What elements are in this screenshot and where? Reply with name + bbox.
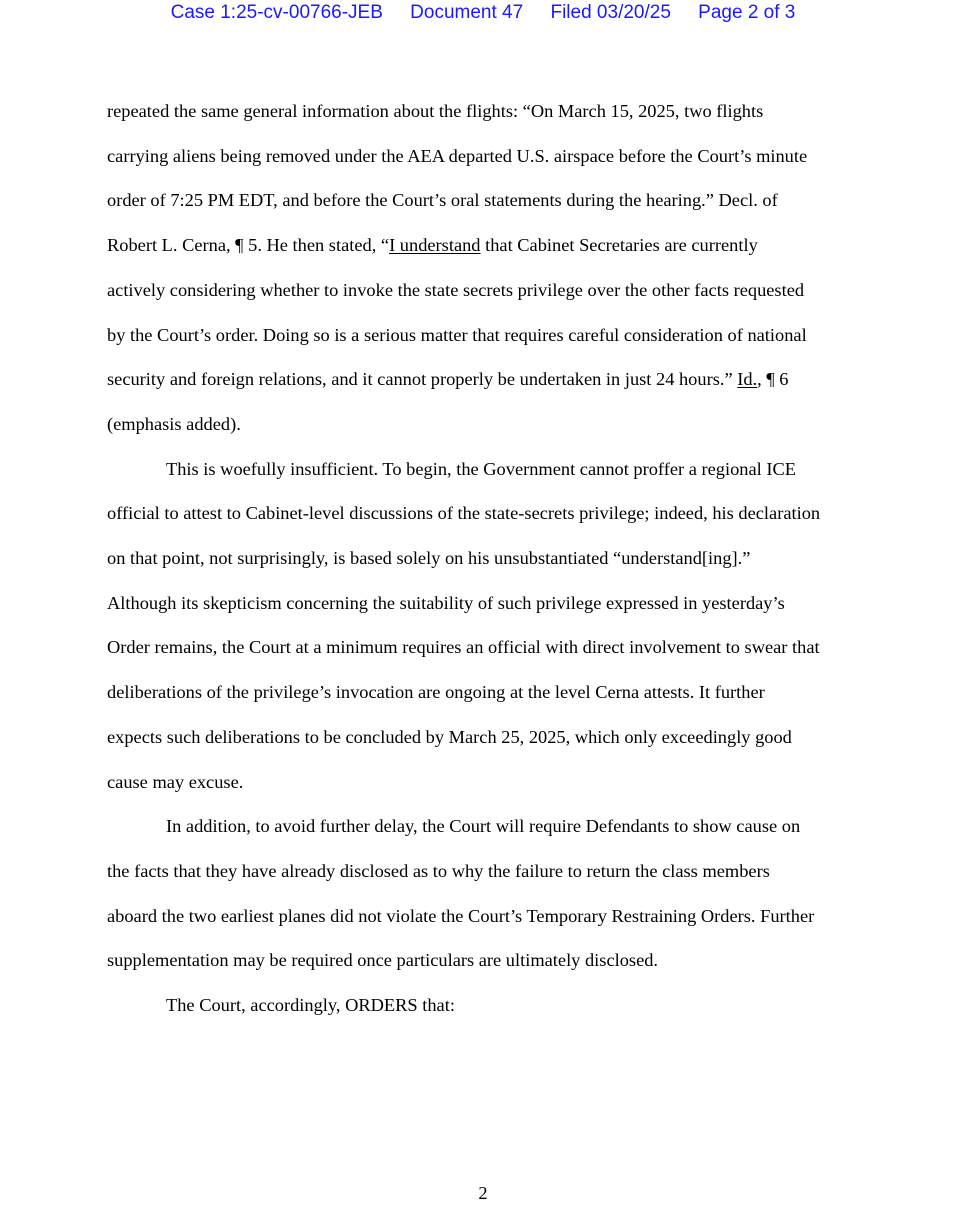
body-line: (emphasis added). (107, 413, 241, 434)
citation-id: Id. (737, 369, 758, 390)
body-line: the facts that they have already disclosed as to why the failure to return the class members (107, 860, 770, 881)
body-line: This is woefully insufficient. To begin, the Government cannot proffer a regional ICE (166, 458, 796, 479)
body-line: on that point, not surprisingly, is based solely on his unsubstantiated “understand[ing].” (107, 548, 751, 569)
body-line: Although its skepticism concerning the suitability of such privilege expressed in yesterday’s (107, 592, 785, 613)
body-line: aboard the two earliest planes did not violate the Court’s Temporary Restraining Orders. Further (107, 905, 815, 926)
body-text: , ¶ 6 (757, 369, 789, 390)
body-text: security and foreign relations, and it cannot properly be undertaken in just 24 hours.” (107, 369, 738, 390)
ecf-filing-header (0, 0, 966, 26)
body-line: deliberations of the privilege’s invocation are ongoing at the level Cerna attests. It further (107, 682, 765, 703)
body-line (107, 357, 867, 402)
body-line: actively considering whether to invoke the state secrets privilege over the other facts requested (107, 279, 805, 300)
body-text: that Cabinet Secretaries are currently (480, 235, 758, 256)
document-number: Document 47 (410, 2, 524, 23)
page-indicator: Page 2 of 3 (698, 2, 796, 23)
document-body (107, 89, 867, 1028)
page-number: 2 (478, 1183, 488, 1203)
underlined-emphasis: I understand (389, 235, 481, 256)
body-line: carrying aliens being removed under the AEA departed U.S. airspace before the Court’s minute (107, 145, 808, 166)
body-line: repeated the same general information about the flights: “On March 15, 2025, two flights (107, 101, 764, 121)
body-line: expects such deliberations to be concluded by March 25, 2025, which only exceedingly good (107, 726, 792, 747)
body-line: official to attest to Cabinet-level discussions of the state-secrets privilege; indeed, his declaration (107, 503, 821, 524)
body-line: Order remains, the Court at a minimum requires an official with direct involvement to swear that (107, 637, 820, 658)
body-line: In addition, to avoid further delay, the Court will require Defendants to show cause on (166, 816, 801, 837)
filed-date: Filed 03/20/25 (550, 2, 671, 23)
body-line: The Court, accordingly, ORDERS that: (166, 995, 455, 1016)
body-line: supplementation may be required once particulars are ultimately disclosed. (107, 950, 659, 971)
body-line: order of 7:25 PM EDT, and before the Court’s oral statements during the hearing.” Decl. of (107, 190, 778, 211)
case-number: Case 1:25-cv-00766-JEB (170, 2, 383, 23)
body-line: by the Court’s order. Doing so is a serious matter that requires careful consideration of national (107, 324, 807, 345)
body-text: Robert L. Cerna, ¶ 5. He then stated, “ (107, 235, 390, 256)
body-line: cause may excuse. (107, 771, 244, 792)
body-line (107, 223, 867, 268)
